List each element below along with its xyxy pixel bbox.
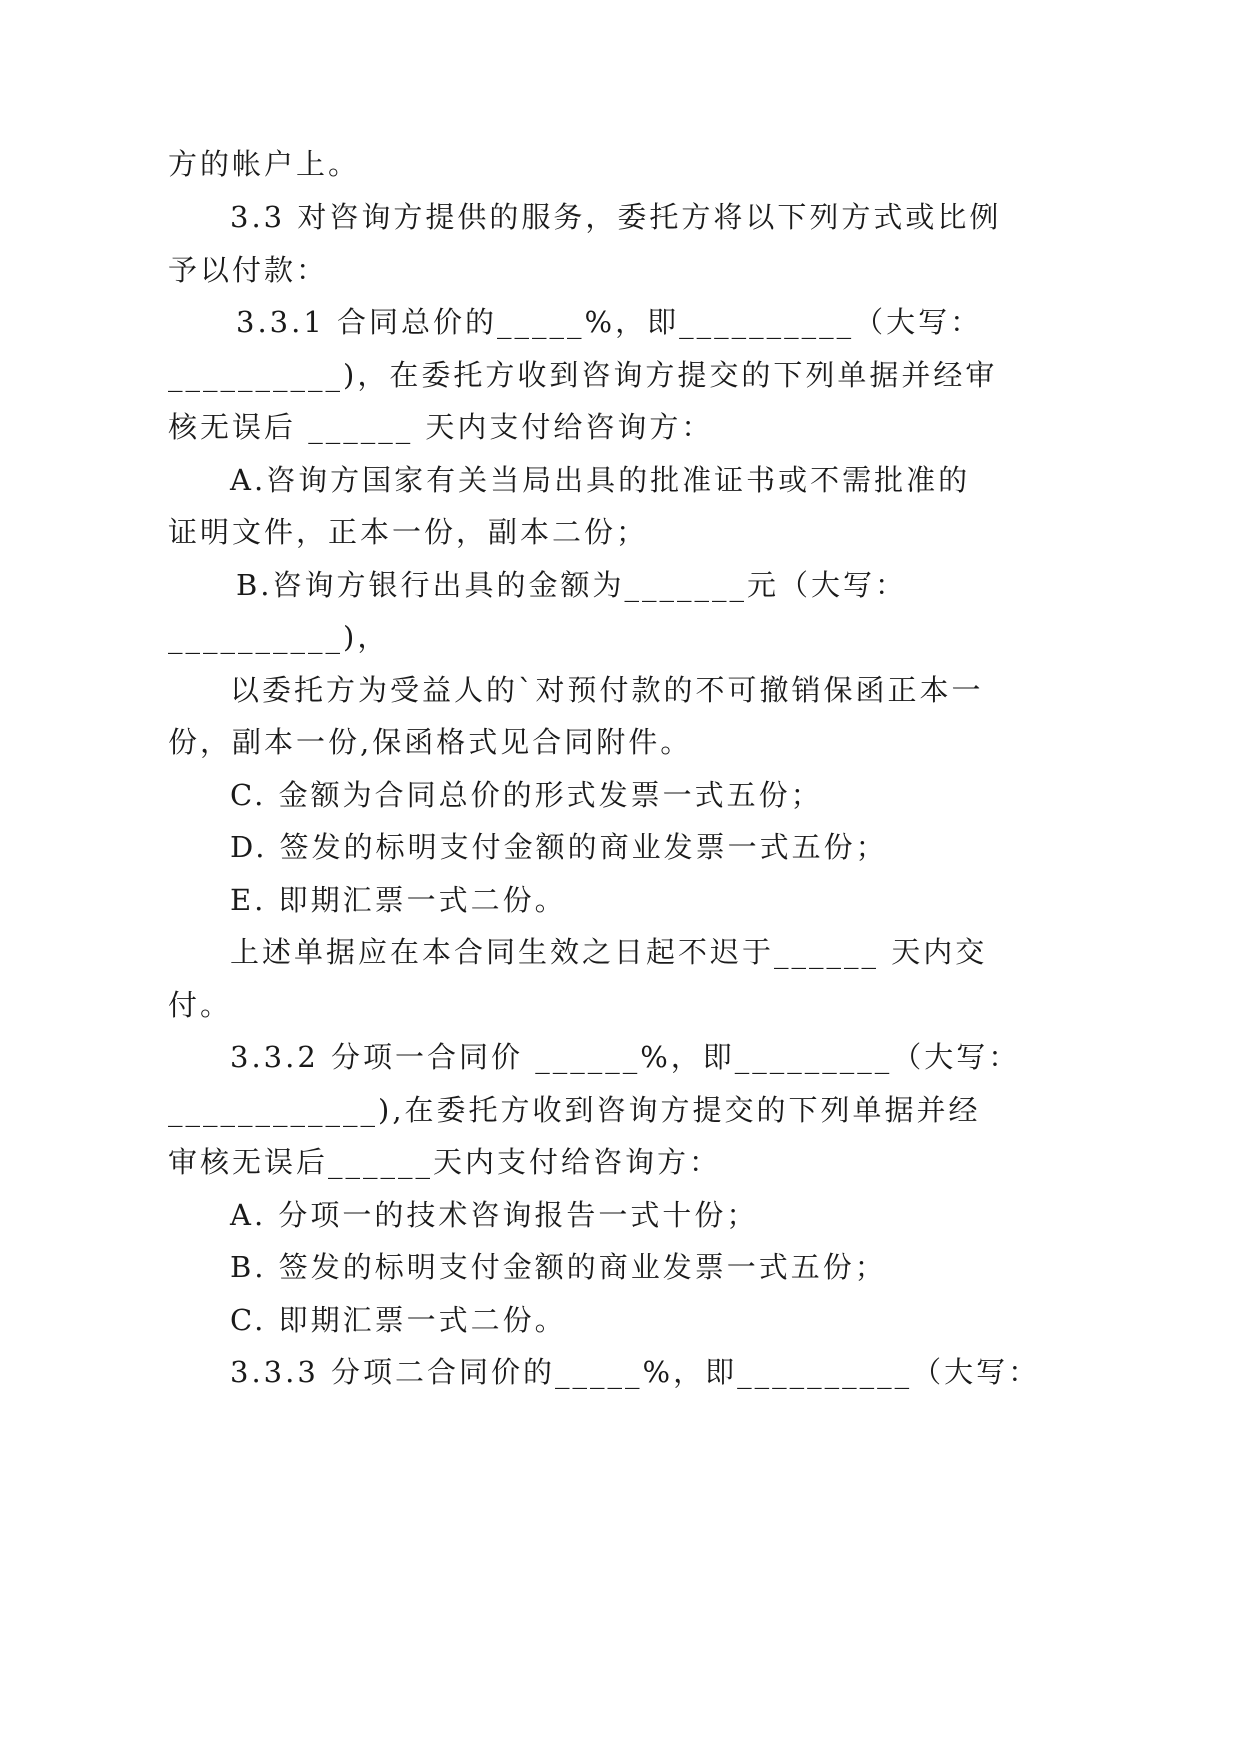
text-line-20: 审核无误后______天内支付给咨询方： [168,1145,722,1179]
text-line-2: 3.3 对咨询方提供的服务，委托方将以下列方式或比例 [230,200,1002,234]
text-line-4: 3.3.1 合同总价的_____%，即__________（大写： [236,305,983,339]
text-line-5: __________)，在委托方收到咨询方提交的下列单据并经审 [168,358,998,392]
text-line-1: 方的帐户上。 [168,147,361,181]
text-line-16: 上述单据应在本合同生效之日起不迟于______ 天内交 [230,935,988,969]
text-line-22: B. 签发的标明支付金额的商业发票一式五份； [230,1250,887,1284]
text-line-19: ____________),在委托方收到咨询方提交的下列单据并经 [168,1093,981,1127]
text-line-15: E. 即期汇票一式二份。 [230,883,567,917]
text-line-3: 予以付款： [168,253,329,287]
text-line-10: __________)， [168,620,390,654]
text-line-6: 核无误后 ______ 天内支付给咨询方： [168,410,714,444]
text-line-24: 3.3.3 分项二合同价的_____%，即__________（大写： [230,1355,1041,1389]
text-line-14: D. 签发的标明支付金额的商业发票一式五份； [230,830,888,864]
text-line-18: 3.3.2 分项一合同价 ______%，即_________（大写： [230,1040,1021,1074]
text-line-8: 证明文件，正本一份，副本二份； [168,515,649,549]
text-line-23: C. 即期汇票一式二份。 [230,1303,567,1337]
text-line-17: 付。 [168,988,233,1022]
text-line-12: 份，副本一份,保函格式见合同附件。 [168,725,693,759]
text-line-7: A.咨询方国家有关当局出具的批准证书或不需批准的 [230,463,971,497]
text-line-11: 以委托方为受益人的`对预付款的不可撤销保函正本一 [230,673,984,707]
text-line-9: B.咨询方银行出具的金额为_______元（大写： [236,568,908,602]
text-line-13: C. 金额为合同总价的形式发票一式五份； [230,778,823,812]
text-line-21: A. 分项一的技术咨询报告一式十份； [230,1198,759,1232]
